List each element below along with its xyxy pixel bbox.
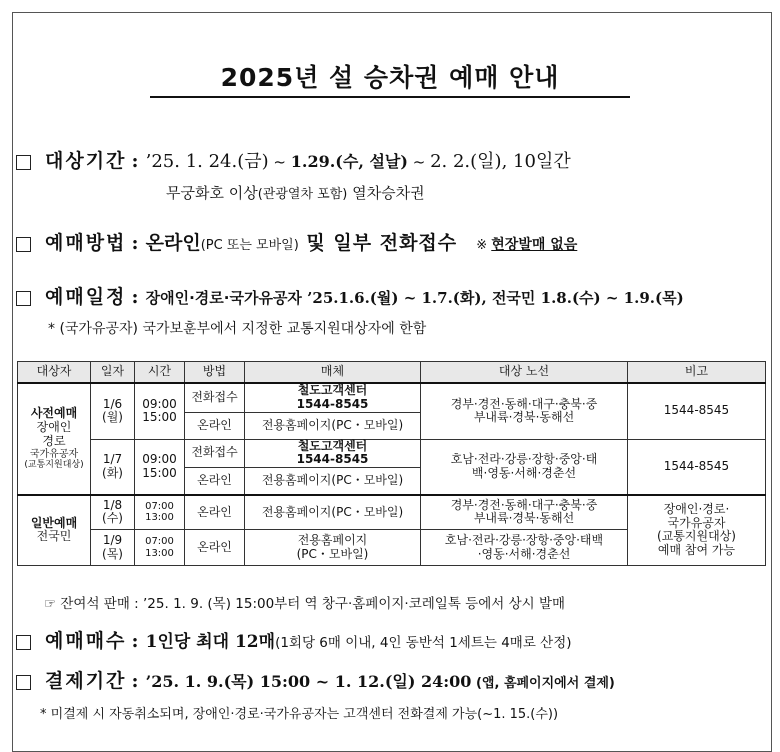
schedule-row: 예매일정 : 장애인·경로·국가유공자 ’25.1.6.(월) ~ 1.7.(화), 전국민 1.8.(수) ~ 1.9.(목) [16,282,684,309]
payment-row: 결제기간 : ’25. 1. 9.(목) 15:00 ~ 1. 12.(일) 24:00 (앱, 홈페이지에서 결제) [16,666,615,693]
table-row: 온라인 전용홈페이지(PC・모바일) [18,412,766,439]
table-row: 일반예매 전국민 1/8 (수) 07:00 13:00 온라인 전용홈페이지(PC・모바일) 경부·경전·동해·대구·충북·중 부내륙·경북·동해선 장애인·경로· 국가유공자 (교통지원대상) 예매 참여 가능 [18,495,766,530]
count-label: 예매매수 [45,630,127,652]
table-row: 온라인 전용홈페이지(PC・모바일) [18,468,766,495]
period-row: 대상기간 : ’25. 1. 24.(금) ~ 1.29.(수, 설날) ~ 2. 2.(일), 10일간 [16,146,571,173]
table-row: 1/9 (목) 07:00 13:00 온라인 전용홈페이지 (PC・모바일) 호남·전라·강릉·장항·중앙·태백 ·영동·서해·경춘선 [18,530,766,566]
method-row: 예매방법 : 온라인(PC 또는 모바일) 및 일부 전화접수 ※ 현장발매 없음 [16,228,577,255]
table-header-row [18,362,766,384]
period-days: 10일간 [507,151,571,172]
period-sub: 무궁화호 이상(관광열차 포함) 열차승차권 [166,184,425,202]
table-row: 사전예매 장애인 경로 국가유공자 (교통지원대상) 1/6 (월) 09:00 15:00 전화접수 철도고객센터 1544-8545 경부·경전·동해·대구·충북·중 부내륙·경북·동해선 1544-8545 [18,383,766,412]
period-start: ’25. 1. 24.(금) [145,151,269,172]
page-title: 2025년 설 승차권 예매 안내 [220,63,560,92]
header-routes: 대상 노선 [421,362,628,384]
no-onsite-sales: 현장발매 없음 [491,237,578,253]
count-row: 예매매수 : 1인당 최대 12매(1회당 6매 이내, 4인 동반석 1세트는 4매로 산정) [16,626,572,653]
pre-booking-group: 사전예매 장애인 경로 국가유공자 (교통지원대상) [18,383,91,495]
checkbox-icon [16,675,31,690]
header-method: 방법 [185,362,245,384]
checkbox-icon [16,635,31,650]
remaining-seats-note: ☞ 잔여석 판매 : ’25. 1. 9. (목) 15:00부터 역 창구·홈페이지·코레일톡 등에서 상시 발매 [44,596,566,612]
header-note: 비고 [628,362,766,384]
schedule-note: * (국가유공자) 국가보훈부에서 지정한 교통지원대상자에 한함 [48,321,427,337]
title-underline [150,96,630,98]
header-date: 일자 [91,362,135,384]
payment-value: ’25. 1. 9.(목) 15:00 ~ 1. 12.(일) 24:00 [145,672,472,691]
count-value: 1인당 최대 12매 [145,632,276,652]
period-label: 대상기간 [45,150,127,172]
checkbox-icon [16,155,31,170]
header-media: 매체 [245,362,421,384]
period-end: 2. 2.(일), [430,151,508,172]
header-target: 대상자 [18,362,91,384]
period-holiday: 1.29.(수, 설날) [290,152,408,171]
schedule-table [17,361,766,566]
method-label: 예매방법 [45,232,127,254]
general-booking-group: 일반예매 전국민 [18,495,91,566]
checkbox-icon [16,237,31,252]
general-note: 장애인·경로· 국가유공자 (교통지원대상) 예매 참여 가능 [628,495,766,566]
schedule-label: 예매일정 [45,286,127,308]
payment-footnote: * 미결제 시 자동취소되며, 장애인·경로·국가유공자는 고객센터 전화결제 가능(~1. 15.(수)) [40,707,559,722]
table-row: 1/7 (화) 09:00 15:00 전화접수 철도고객센터 1544-8545 호남·전라·강릉·장항·중앙·태 백·영동·서해·경춘선 1544-8545 [18,439,766,468]
checkbox-icon [16,291,31,306]
payment-label: 결제기간 [45,670,127,692]
header-time: 시간 [135,362,185,384]
